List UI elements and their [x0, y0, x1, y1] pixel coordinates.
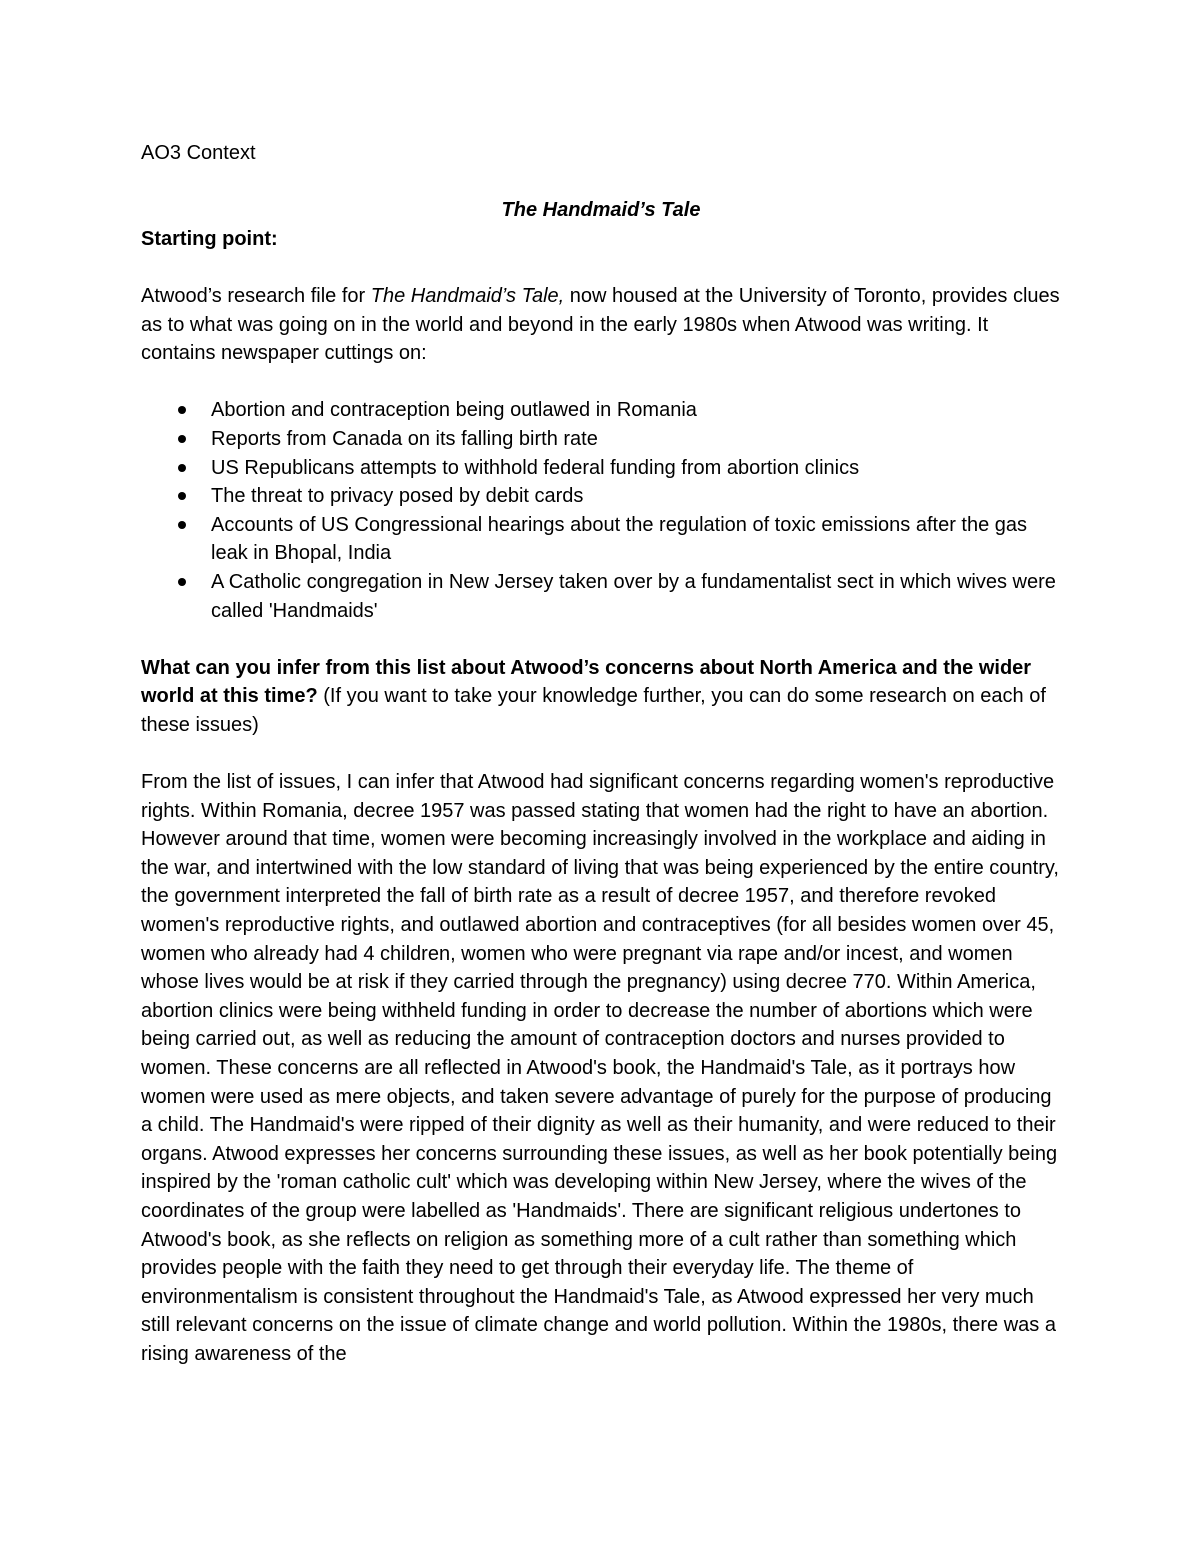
intro-text-2: now housed at the University of Toronto, provides clues as to what was going on in the world and beyond in the early 1980s when Atwood was writing. It contains newspaper cuttings on: [141, 284, 1060, 365]
spacer [141, 368, 1061, 397]
list-item-text: Accounts of US Congressional hearings about the regulation of toxic emissions after the gas leak in Bhopal, India [211, 513, 1028, 565]
question-bold: What can you infer from this list about Atwood’s concerns about North America and the wider world at this time? [141, 656, 1032, 708]
bullet-icon [178, 521, 186, 529]
list-item [211, 425, 1061, 454]
bullet-icon [178, 578, 186, 586]
bullet-icon [178, 435, 186, 443]
intro-paragraph [141, 282, 1061, 368]
cuttings-list [141, 396, 1061, 625]
list-item-text: The threat to privacy posed by debit cards [211, 485, 584, 508]
list-item-text: US Republicans attempts to withhold federal funding from abortion clinics [211, 456, 860, 479]
spacer [141, 739, 1061, 768]
list-item-text: Reports from Canada on its falling birth rate [211, 427, 598, 450]
question-paragraph [141, 654, 1061, 740]
list-item [211, 482, 1061, 511]
answer-paragraph: From the list of issues, I can infer that Atwood had significant concerns regarding women's reproductive rights. Within Romania, decree 1957 was passed stating that women had the right to have an abortion. However around that time, women were becoming increasingly involved in the workplace and aiding in the war, and intertwined with the low standard of living that was being experienced by the entire country, the government interpreted the fall of birth rate as a result of decree 1957, and therefore revoked women's reproductive rights, and outlawed abortion and contraceptives (for all besides women over 45, women who already had 4 children, women who were pregnant via rape and/or incest, and women whose lives would be at risk if they carried through the pregnancy) using decree 770. Within America, abortion clinics were being withheld funding in order to decrease the number of abortions which were being carried out, as well as reducing the amount of contraception doctors and nurses provided to women. These concerns are all reflected in Atwood's book, the Handmaid's Tale, as it portrays how women were used as mere objects, and taken severe advantage of purely for the purpose of producing a child. The Handmaid's were ripped of their dignity as well as their humanity, and were reduced to their organs. Atwood expresses her concerns surrounding these issues, as well as her book potentially being inspired by the 'roman catholic cult' which was developing within New Jersey, where the wives of the coordinates of the group were labelled as 'Handmaids'. There are significant religious undertones to Atwood's book, as she reflects on religion as something more of a cult rather than something which provides people with the faith they need to get through their everyday life. The theme of environmentalism is consistent throughout the Handmaid's Tale, as Atwood expressed her very much still relevant concerns on the issue of climate change and world pollution. Within the 1980s, there was a rising awareness of the [141, 771, 1059, 1365]
starting-point-label: Starting point: [141, 227, 278, 250]
list-item [211, 511, 1061, 568]
list-item [211, 454, 1061, 483]
intro-book-title: The Handmaid’s Tale, [370, 284, 565, 307]
bullet-icon [178, 492, 186, 500]
document-page [141, 139, 1061, 1369]
bullet-icon [178, 406, 186, 414]
intro-text-1: Atwood’s research file for [141, 284, 371, 307]
spacer [141, 625, 1061, 654]
spacer [141, 253, 1061, 282]
document-title: The Handmaid’s Tale [501, 199, 701, 222]
question-rest: (If you want to take your knowledge further, you can do some research on each of these issues) [141, 685, 1046, 736]
bullet-icon [178, 464, 186, 472]
section-label: AO3 Context [141, 142, 256, 164]
list-item-text: Abortion and contraception being outlawed in Romania [211, 399, 697, 422]
list-item-text: A Catholic congregation in New Jersey taken over by a fundamentalist sect in which wives were called 'Handmaids' [211, 570, 1056, 622]
list-item [211, 568, 1061, 625]
list-item [211, 396, 1061, 425]
